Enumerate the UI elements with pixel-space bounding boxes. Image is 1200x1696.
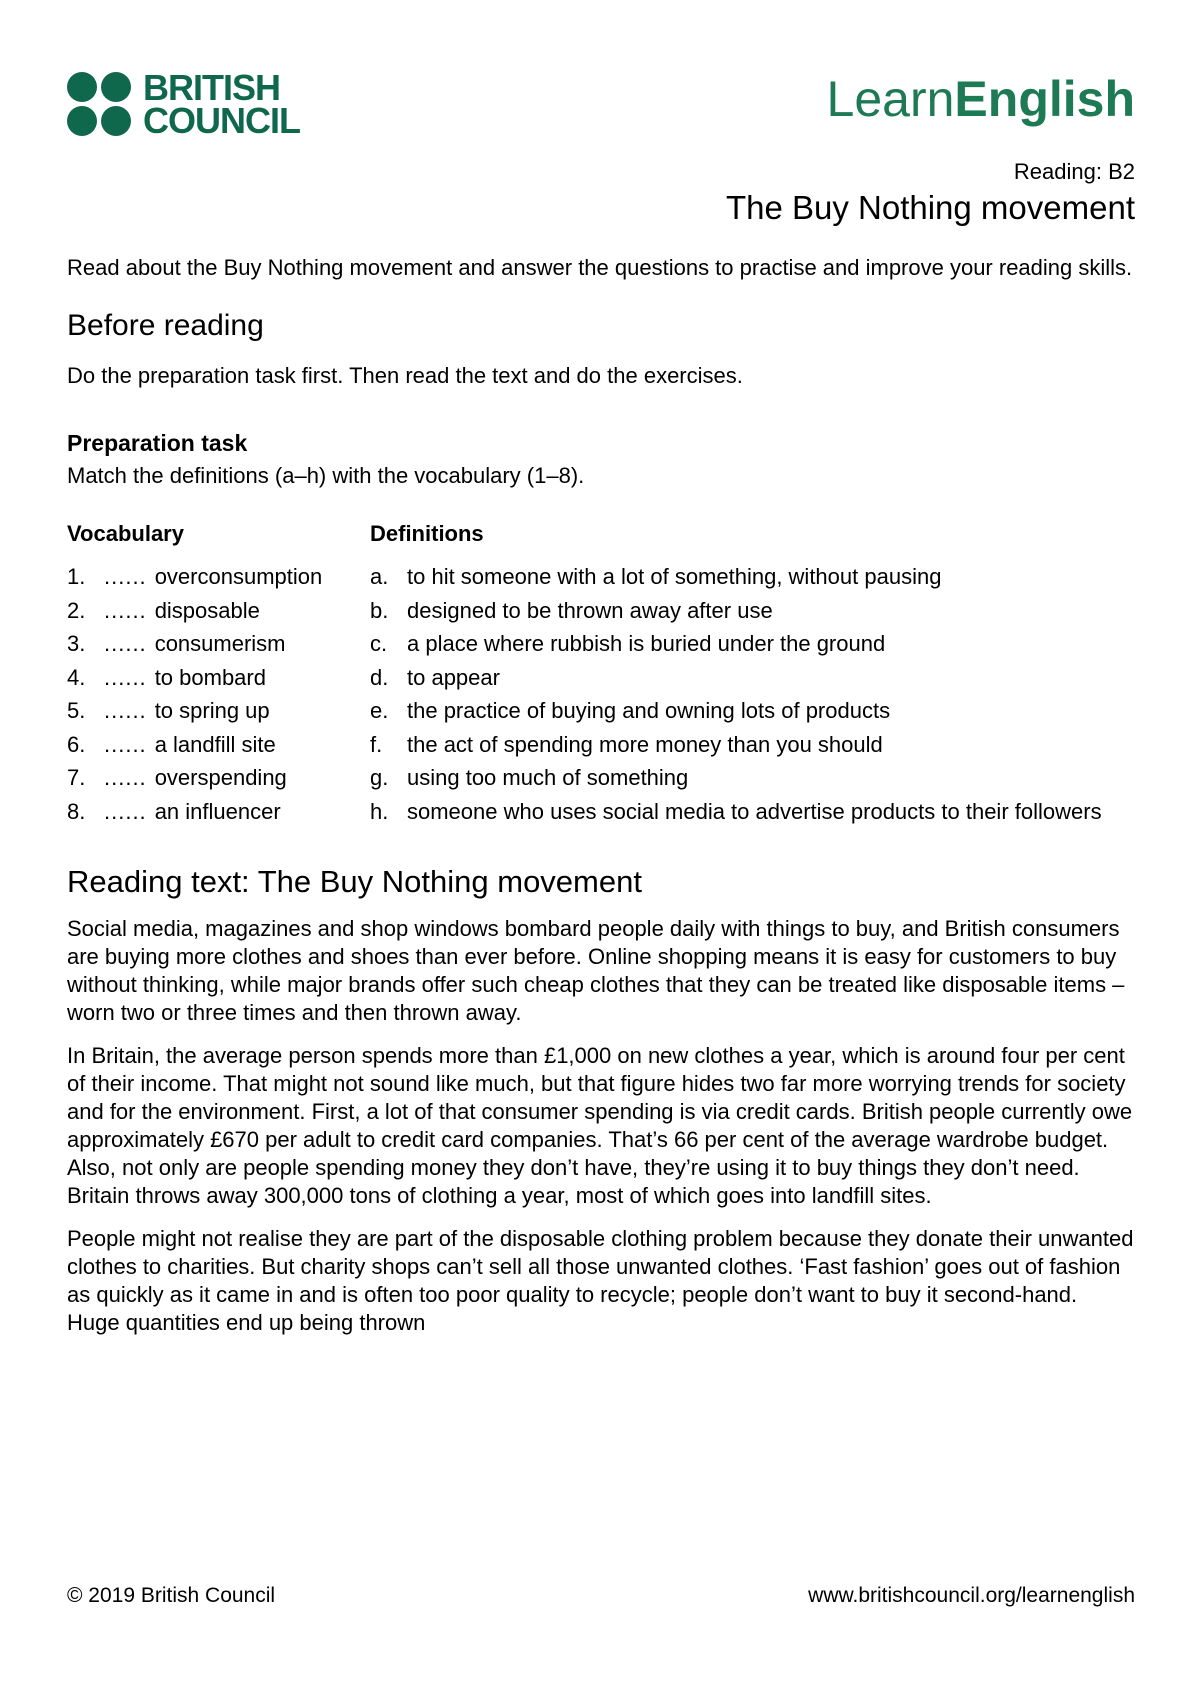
definition-letter: c. (370, 631, 388, 656)
vocab-term-text: to spring up (154, 698, 270, 723)
definition-text: designed to be thrown away after use (407, 597, 773, 623)
vocab-term (104, 594, 370, 628)
definition-item (370, 594, 1135, 628)
vocab-number: 3. (67, 631, 86, 656)
logo-dot-icon (67, 106, 97, 136)
vocab-term (104, 661, 370, 695)
definition-item (370, 560, 1135, 594)
definition-item (370, 795, 1135, 829)
reading-paragraph-1: Social media, magazines and shop windows bombard people daily with things to buy, and British consumers are buying more clothes and shoes than ever before. Online shopping means it is easy for customers to buy without thinking, while major brands offer such cheap clothes that they can be treated like disposable items – worn two or three times and then thrown away. (67, 916, 1125, 1025)
definition-item (370, 661, 1135, 695)
vocab-number: 6. (67, 731, 86, 757)
vocab-term (104, 761, 370, 795)
reading-text-heading: Reading text: The Buy Nothing movement (67, 864, 642, 899)
answer-blank: ...... (104, 564, 147, 589)
definition-letter: b. (370, 597, 389, 623)
page-footer (67, 1583, 1135, 1609)
before-reading-heading: Before reading (67, 309, 264, 342)
definition-text: someone who uses social media to advertise products to their followers (407, 798, 1102, 824)
vocab-term (104, 627, 370, 661)
matching-task (67, 520, 1135, 828)
vocab-item (67, 594, 370, 628)
level-label: Reading: B2 (1013, 159, 1135, 184)
definition-letter: f. (370, 731, 383, 757)
learn-text: Learn (826, 71, 955, 127)
vocab-number: 7. (67, 765, 86, 790)
answer-blank: ...... (104, 731, 147, 757)
vocab-number: 5. (67, 698, 86, 723)
footer-url: www.britishcouncil.org/learnenglish (808, 1584, 1135, 1607)
definition-letter: h. (370, 798, 389, 824)
logo-dot-icon (101, 106, 131, 136)
definition-text: to appear (407, 664, 500, 690)
vocab-item (67, 795, 370, 829)
answer-blank: ...... (104, 798, 147, 824)
british-council-logo (67, 67, 300, 141)
english-text: English (954, 71, 1135, 127)
answer-blank: ...... (104, 765, 147, 790)
vocab-term-text: consumerism (154, 631, 286, 656)
answer-blank: ...... (104, 597, 147, 623)
vocab-term (104, 728, 370, 762)
page-title: The Buy Nothing movement (725, 189, 1135, 226)
reading-paragraph-3: People might not realise they are part of the disposable clothing problem because they donate their unwanted clothes to charities. But charity shops can’t sell all those unwanted clothes. ‘Fast fashion’ goes out of fashion as quickly as it came in and is often too poor quality to recycle; people don’t want to buy it second-hand. Huge quantities end up being thrown (67, 1226, 1134, 1335)
before-reading-text: Do the preparation task first. Then read the text and do the exercises. (67, 363, 743, 388)
vocab-number: 2. (67, 597, 86, 623)
definition-item (370, 761, 1135, 795)
vocab-item (67, 694, 370, 728)
answer-blank: ...... (104, 698, 147, 723)
definition-text: to hit someone with a lot of something, without pausing (407, 564, 942, 589)
title-block (67, 159, 1135, 228)
vocab-term (104, 560, 370, 594)
vocab-number: 4. (67, 664, 86, 690)
vocab-item (67, 627, 370, 661)
definition-letter: e. (370, 698, 389, 723)
vocabulary-header: Vocabulary (67, 521, 184, 546)
vocab-term-text: an influencer (154, 798, 281, 824)
definition-text: the act of spending more money than you should (407, 731, 883, 757)
vocab-number: 1. (67, 564, 86, 589)
vocabulary-list (67, 560, 370, 828)
vocab-term-text: disposable (154, 597, 260, 623)
copyright-text: © 2019 British Council (67, 1584, 276, 1607)
definitions-header: Definitions (370, 521, 484, 546)
definition-text: using too much of something (407, 765, 689, 790)
vocab-number: 8. (67, 798, 86, 824)
reading-paragraph-2: In Britain, the average person spends more than £1,000 on new clothes a year, which is around four per cent of their income. That might not sound like much, but that figure hides two far more worrying trends for society and for the environment. First, a lot of that consumer spending is via credit cards. British people currently owe approximately £670 per adult to credit card companies. That’s 66 per cent of the average wardrobe budget. Also, not only are people spending money they don’t have, they’re using it to buy things they don’t need. Britain throws away 300,000 tons of clothing a year, most of which goes into landfill sites. (67, 1043, 1133, 1208)
answer-blank: ...... (104, 631, 147, 656)
definition-item (370, 627, 1135, 661)
british-council-wordmark (143, 67, 300, 141)
preparation-instruction: Match the definitions (a–h) with the vocabulary (1–8). (67, 463, 585, 488)
definition-letter: d. (370, 664, 389, 690)
vocab-item (67, 728, 370, 762)
definitions-list (370, 560, 1135, 828)
definition-text: the practice of buying and owning lots of products (407, 698, 891, 723)
answer-blank: ...... (104, 664, 147, 690)
british-council-dots-icon (67, 72, 131, 136)
logo-dot-icon (101, 72, 131, 102)
logo-line-council: COUNCIL (143, 100, 300, 141)
logo-line-british: BRITISH (143, 67, 280, 108)
definition-item (370, 694, 1135, 728)
vocab-term-text: to bombard (154, 664, 266, 690)
definition-item (370, 728, 1135, 762)
vocabulary-column (67, 520, 370, 828)
preparation-heading: Preparation task (67, 430, 248, 456)
definition-letter: a. (370, 564, 389, 589)
learnenglish-logo (827, 70, 1135, 128)
vocab-term (104, 795, 370, 829)
intro-paragraph: Read about the Buy Nothing movement and answer the questions to practise and improve your reading skills. (67, 255, 1133, 280)
vocab-item (67, 560, 370, 594)
page-header (67, 67, 1135, 141)
definitions-column (370, 520, 1135, 828)
definition-text: a place where rubbish is buried under the ground (407, 631, 886, 656)
vocab-term (104, 694, 370, 728)
vocab-term-text: overconsumption (154, 564, 323, 589)
vocab-term-text: overspending (154, 765, 287, 790)
vocab-item (67, 761, 370, 795)
definition-letter: g. (370, 765, 389, 790)
logo-dot-icon (67, 72, 97, 102)
vocab-term-text: a landfill site (154, 731, 276, 757)
vocab-item (67, 661, 370, 695)
